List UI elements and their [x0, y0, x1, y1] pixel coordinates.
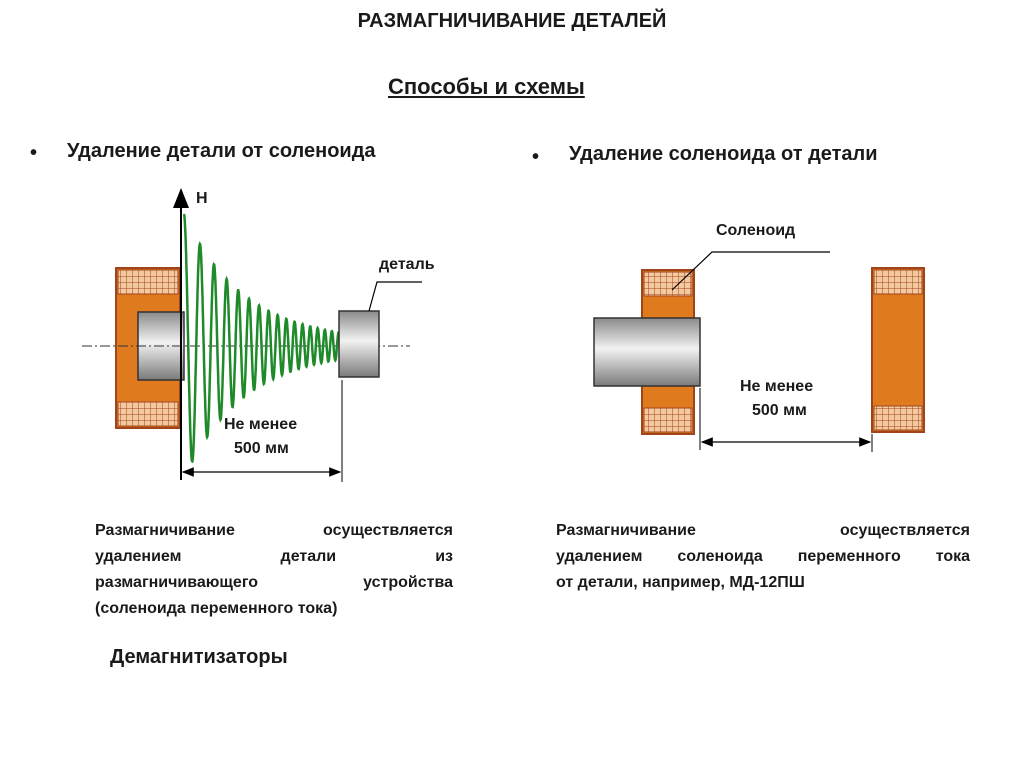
left-part: [339, 311, 379, 377]
part-label: деталь: [379, 256, 435, 273]
left-solenoid: [116, 268, 184, 428]
part-leader-line: [369, 282, 422, 311]
solenoid-label: Соленоид: [716, 222, 796, 239]
right-distance-line1: Не менее: [740, 378, 814, 395]
left-heading: Удаление детали от соленоида: [67, 140, 376, 162]
right-solenoid-far: [872, 268, 924, 432]
right-description-line: от детали, например, МД-12ПШ: [556, 574, 805, 591]
right-heading: Удаление соленоида от детали: [569, 143, 878, 165]
left-distance-line2: 500 мм: [234, 440, 289, 457]
left-description: [95, 518, 453, 622]
right-description-line: удалением соленоида переменного тока: [556, 548, 970, 565]
left-description-line: удалением детали из: [95, 548, 453, 565]
right-part: [594, 318, 700, 386]
page-title: РАЗМАГНИЧИВАНИЕ ДЕТАЛЕЙ: [357, 10, 667, 32]
right-description: [556, 518, 970, 596]
bullet-left: •: [30, 142, 38, 164]
demagnetizers-label: Демагнитизаторы: [110, 646, 288, 668]
page-subtitle: Способы и схемы: [388, 74, 585, 99]
solenoid-leader-line: [672, 252, 830, 290]
h-axis-label: Н: [196, 190, 208, 207]
left-distance-line1: Не менее: [224, 416, 298, 433]
right-description-line: Размагничивание осуществляется: [556, 522, 970, 539]
left-description-line: размагничивающего устройства: [95, 574, 453, 591]
right-distance-line2: 500 мм: [752, 402, 807, 419]
left-description-line: Размагничивание осуществляется: [95, 522, 453, 539]
left-description-line: (соленоида переменного тока): [95, 600, 338, 617]
bullet-right: •: [532, 146, 540, 168]
